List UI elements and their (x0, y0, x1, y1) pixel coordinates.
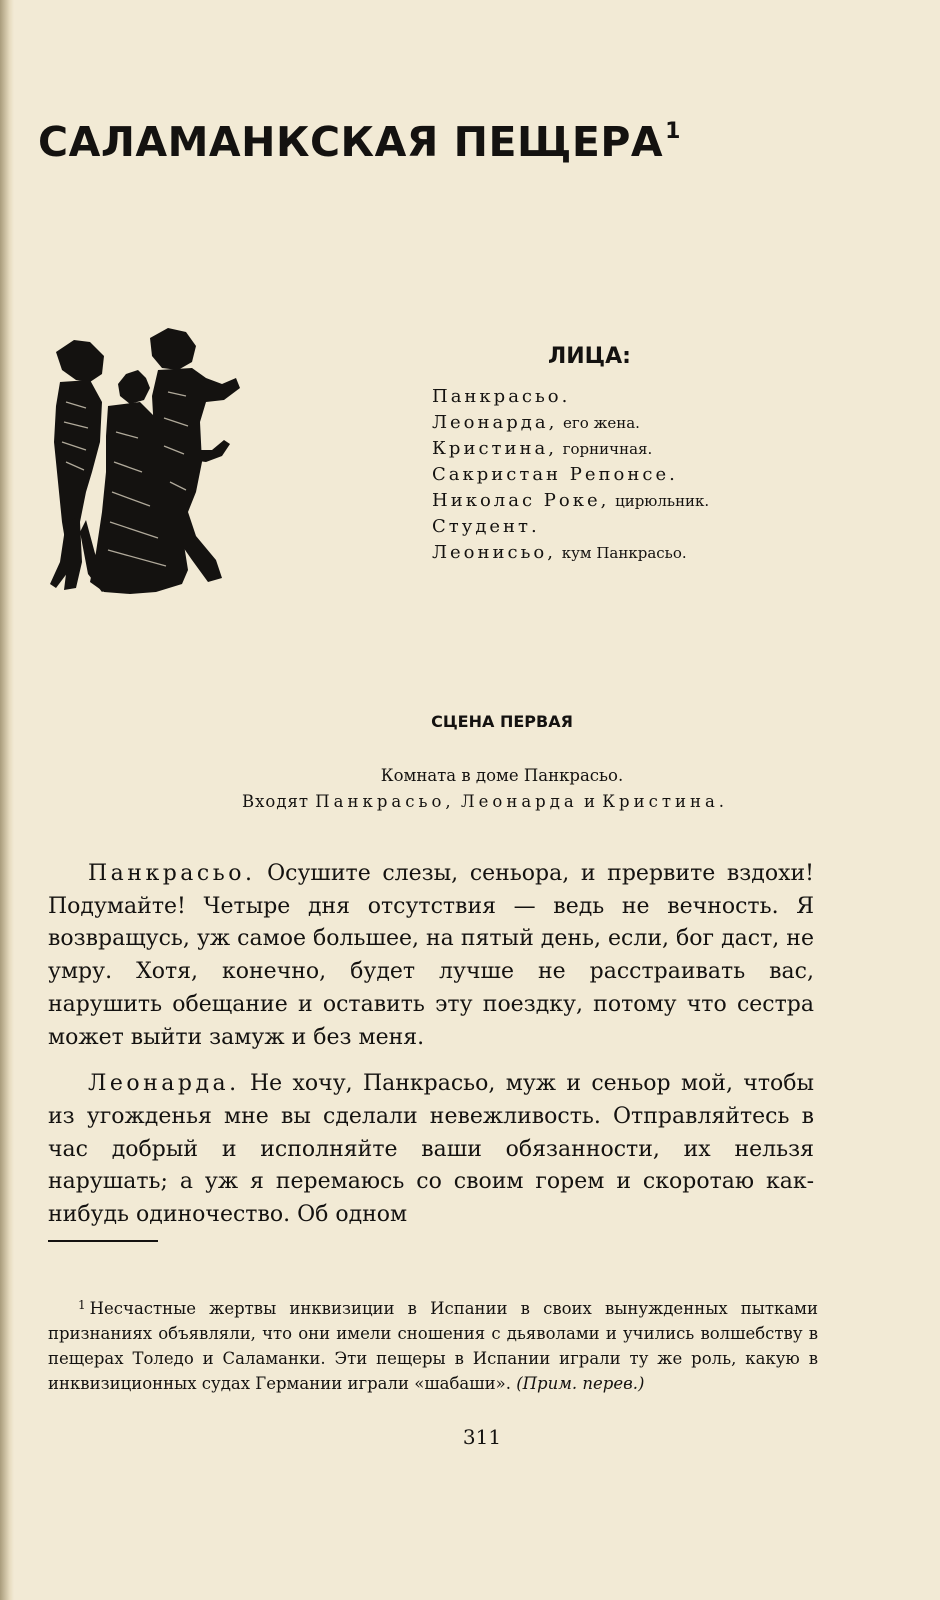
footnote-mark: 1 (78, 1298, 86, 1312)
cast-entry (432, 410, 709, 436)
enter-character: Кристина. (602, 792, 729, 811)
footnote-note: (Прим. перев.) (516, 1374, 645, 1393)
enter-character: Леонарда (460, 792, 578, 811)
footnote-divider (48, 1240, 158, 1242)
footnote-text: Несчастные жертвы инквизиции в Испании в своих вынужденных пытками признаниях объявляли, что они имели сношения с дьяволами и учились волшебству в пещерах Толедо и Саламанки. Эти пещеры в Испании играли ту же роль, какую в инквизиционных судах Германии играли «шабаши». (48, 1299, 818, 1393)
cast-description: его жена. (563, 414, 640, 432)
speaker-name: Панкрасьо. (88, 861, 256, 886)
title-text: САЛАМАНКСКАЯ ПЕЩЕРА (38, 118, 664, 166)
woodcut-illustration (46, 322, 246, 607)
cast-description: кум Панкрасьо. (561, 544, 687, 562)
cast-entry (432, 514, 709, 540)
cast-entry (432, 540, 709, 566)
cast-description: горничная. (562, 440, 653, 458)
cast-name: Студент. (432, 516, 540, 537)
dialogue-text: Не хочу, Панкрасьо, муж и сеньор мой, чтобы из угожденья мне вы сделали невежливость. Отправляйтесь в час добрый и исполняйте ваши обязанности, их нельзя нарушать; а уж я перемаюсь со своим горем и скоротаю как-нибудь одиночество. Об одном (48, 1071, 814, 1228)
title-footnote-mark: 1 (665, 119, 681, 144)
stage-direction-room: Комната в доме Панкрасьо. (380, 766, 624, 785)
scene-heading: СЦЕНА ПЕРВАЯ (431, 712, 573, 731)
dialogue-text: Осушите слезы, сеньора, и прервите вздохи! Подумайте! Четыре дня отсутствия — ведь не вечность. Я возвращусь, уж самое большее, на пятый день, если, бог даст, не умру. Хотя, конечно, будет лучше не расстраивать вас, нарушить обещание и оставить эту поездку, потому что сестра может выйти замуж и без меня. (48, 861, 815, 1050)
cast-name: Кристина, (432, 438, 557, 459)
cast-entry (432, 384, 709, 410)
cast-entry (432, 462, 709, 488)
cast-name: Сакристан Репонсе. (432, 464, 678, 485)
cast-name: Леонисьо, (432, 542, 556, 563)
cast-list (432, 384, 709, 566)
stage-direction-enter (0, 792, 940, 811)
dialogue-line (48, 858, 814, 1054)
enter-conjunction: и (584, 792, 596, 811)
enter-character: Панкрасьо, (315, 792, 455, 811)
cast-description: цирюльник. (615, 492, 710, 510)
cast-entry (432, 488, 709, 514)
speaker-name: Леонарда. (88, 1071, 240, 1097)
enter-prefix: Входят (241, 792, 310, 811)
footnote-paragraph (48, 1293, 818, 1396)
cast-name: Николас Роке, (432, 490, 610, 511)
page-number: 311 (462, 1425, 502, 1449)
dialogue-line (48, 1068, 814, 1232)
cast-name: Панкрасьо. (432, 386, 571, 407)
footnote (48, 1293, 818, 1396)
page-title (38, 118, 681, 166)
cast-name: Леонарда, (432, 412, 558, 433)
cast-heading: ЛИЦА: (548, 344, 631, 369)
dialogue-body (48, 858, 814, 1232)
cast-entry (432, 436, 709, 462)
